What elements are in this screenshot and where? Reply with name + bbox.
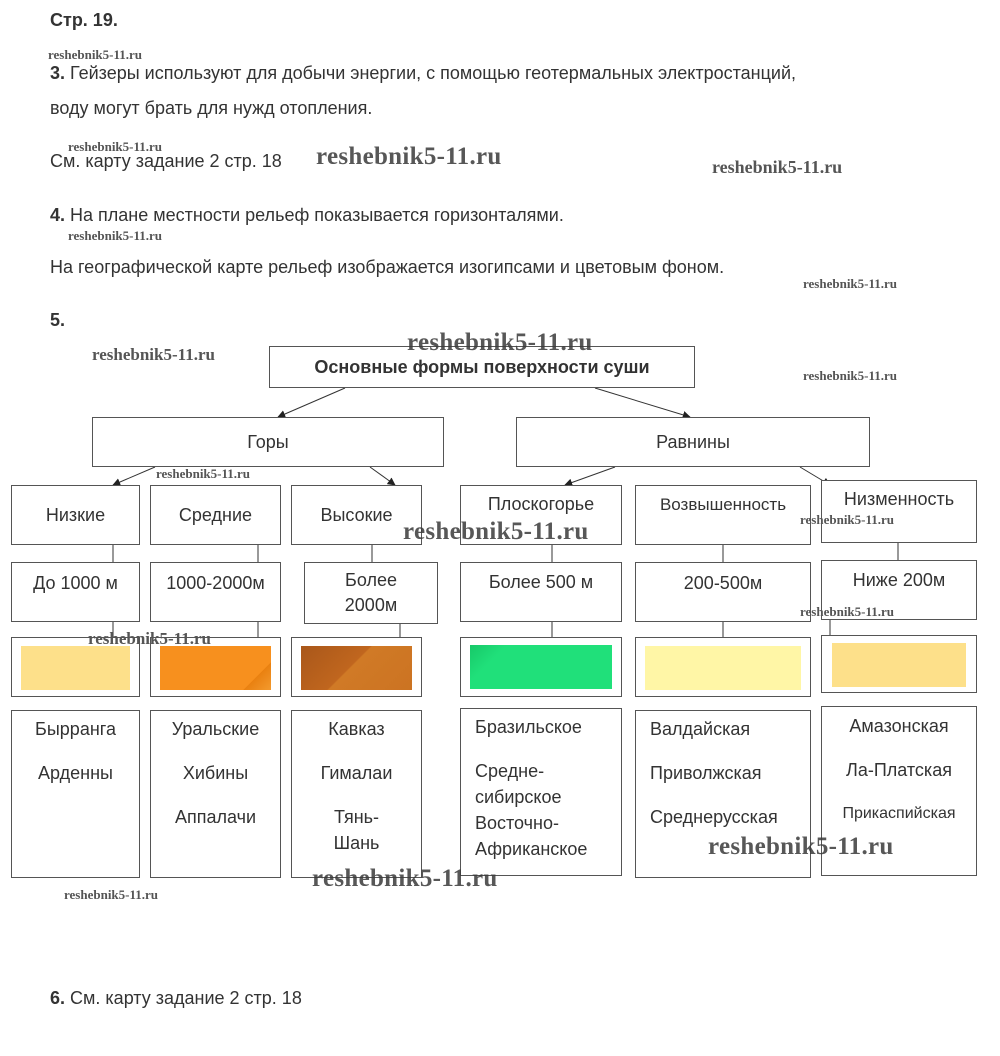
- height-high-line1: Более: [345, 570, 397, 590]
- height-high: [304, 562, 438, 624]
- examples-high: [291, 710, 422, 878]
- mountains-label: Горы: [247, 431, 289, 452]
- watermark: reshebnik5-11.ru: [64, 887, 159, 902]
- example-east-african-1: Восточно-: [475, 813, 559, 833]
- example-la-plata: Ла-Платская: [846, 760, 952, 780]
- type-low-mountains: [11, 485, 140, 545]
- task3-text-line2: воду могут брать для нужд отопления.: [50, 98, 373, 118]
- example-tianshan-1: Тянь-: [333, 807, 380, 827]
- task3-note: См. карту задание 2 стр. 18: [50, 151, 282, 171]
- height-middle: [150, 562, 281, 622]
- arrow-plains-plateau: [565, 467, 615, 485]
- height-upland-label: 200-500м: [683, 573, 763, 593]
- type-middle-label: Средние: [178, 504, 253, 525]
- watermark: reshebnik5-11.ru: [68, 228, 163, 243]
- type-plateau-label: Плоскогорье: [487, 494, 595, 514]
- task6-text: См. карту задание 2 стр. 18: [70, 988, 302, 1008]
- example-byrranga: Бырранга: [35, 719, 116, 739]
- color-swatch-upland: [645, 646, 801, 690]
- example-appalachians: Аппалачи: [174, 807, 257, 827]
- color-box-high: [291, 637, 422, 697]
- example-ardennes: Арденны: [38, 763, 113, 783]
- example-central-siberian-2: сибирское: [475, 787, 562, 807]
- type-middle-mountains: [150, 485, 281, 545]
- root-label: Основные формы поверхности суши: [314, 356, 650, 377]
- color-swatch-middle: [160, 646, 271, 690]
- watermark: reshebnik5-11.ru: [800, 604, 895, 619]
- watermark: reshebnik5-11.ru: [68, 139, 163, 154]
- example-central-siberian-1: Средне-: [475, 761, 545, 781]
- task3-number: 3.: [50, 63, 66, 83]
- mountains-box: [92, 417, 444, 467]
- examples-plateau: [460, 708, 622, 876]
- watermark: reshebnik5-11.ru: [312, 865, 498, 892]
- watermark: reshebnik5-11.ru: [803, 368, 898, 383]
- example-volga: Приволжская: [650, 763, 762, 783]
- height-low: [11, 562, 140, 622]
- height-upland: [635, 562, 811, 622]
- task4-text1: На плане местности рельеф показывается горизонталями.: [70, 205, 564, 225]
- color-box-upland: [635, 637, 811, 697]
- watermark: reshebnik5-11.ru: [156, 466, 251, 481]
- example-khibiny: Хибины: [182, 763, 249, 783]
- example-east-african-2: Африканское: [475, 839, 588, 859]
- color-swatch-plateau: [470, 645, 612, 689]
- example-valdai: Валдайская: [650, 719, 751, 739]
- watermark: reshebnik5-11.ru: [712, 157, 843, 177]
- color-swatch-lowland: [832, 643, 966, 687]
- height-low-label: До 1000 м: [33, 573, 118, 593]
- type-upland-label: Возвышенность: [659, 495, 787, 514]
- color-box-plateau: [460, 637, 622, 697]
- task5-number: 5.: [50, 310, 66, 330]
- color-box-lowland: [821, 635, 977, 693]
- example-caspian: Прикаспийская: [842, 805, 956, 822]
- height-lowland-label: Ниже 200м: [852, 570, 946, 590]
- example-tianshan-2: Шань: [333, 833, 380, 853]
- task3-text-line1: Гейзеры используют для добычи энергии, с помощью геотермальных электростанций,: [70, 63, 797, 83]
- watermark: reshebnik5-11.ru: [407, 329, 593, 356]
- example-central-russian: Среднерусская: [650, 807, 778, 827]
- arrow-mountains-high: [370, 467, 395, 485]
- height-middle-label: 1000-2000м: [166, 573, 265, 593]
- watermark: reshebnik5-11.ru: [800, 512, 895, 527]
- example-caucasus: Кавказ: [328, 719, 385, 739]
- example-urals: Уральские: [171, 719, 260, 739]
- task6-number: 6.: [50, 988, 66, 1008]
- height-plateau: [460, 562, 622, 622]
- examples-middle: [150, 710, 281, 878]
- type-high-label: Высокие: [320, 504, 393, 525]
- color-swatch-high: [301, 646, 412, 690]
- watermark: reshebnik5-11.ru: [48, 47, 143, 62]
- examples-low: [11, 710, 140, 878]
- example-himalayas: Гималаи: [320, 763, 393, 783]
- type-upland: [635, 485, 811, 545]
- arrow-mountains-low: [113, 467, 155, 485]
- height-plateau-label: Более 500 м: [488, 572, 594, 592]
- watermark: reshebnik5-11.ru: [708, 833, 894, 860]
- task4-text2: На географической карте рельеф изображается изогипсами и цветовым фоном.: [50, 257, 725, 277]
- page-header: Стр. 19.: [50, 10, 118, 30]
- plains-label: Равнины: [656, 431, 730, 452]
- task4-number: 4.: [50, 205, 66, 225]
- example-amazonian: Амазонская: [849, 716, 949, 736]
- watermark: reshebnik5-11.ru: [316, 143, 502, 170]
- type-lowland-label: Низменность: [843, 489, 955, 509]
- watermark: reshebnik5-11.ru: [403, 518, 589, 545]
- example-brazilian: Бразильское: [475, 717, 582, 737]
- arrow-root-plains: [595, 388, 690, 417]
- watermark: reshebnik5-11.ru: [92, 345, 215, 364]
- type-low-label: Низкие: [45, 504, 106, 525]
- watermark: reshebnik5-11.ru: [803, 276, 898, 291]
- plains-box: [516, 417, 870, 467]
- height-high-line2: 2000м: [344, 595, 398, 615]
- color-swatch-low: [21, 646, 130, 690]
- arrow-root-mountains: [278, 388, 345, 417]
- watermark: reshebnik5-11.ru: [88, 629, 211, 648]
